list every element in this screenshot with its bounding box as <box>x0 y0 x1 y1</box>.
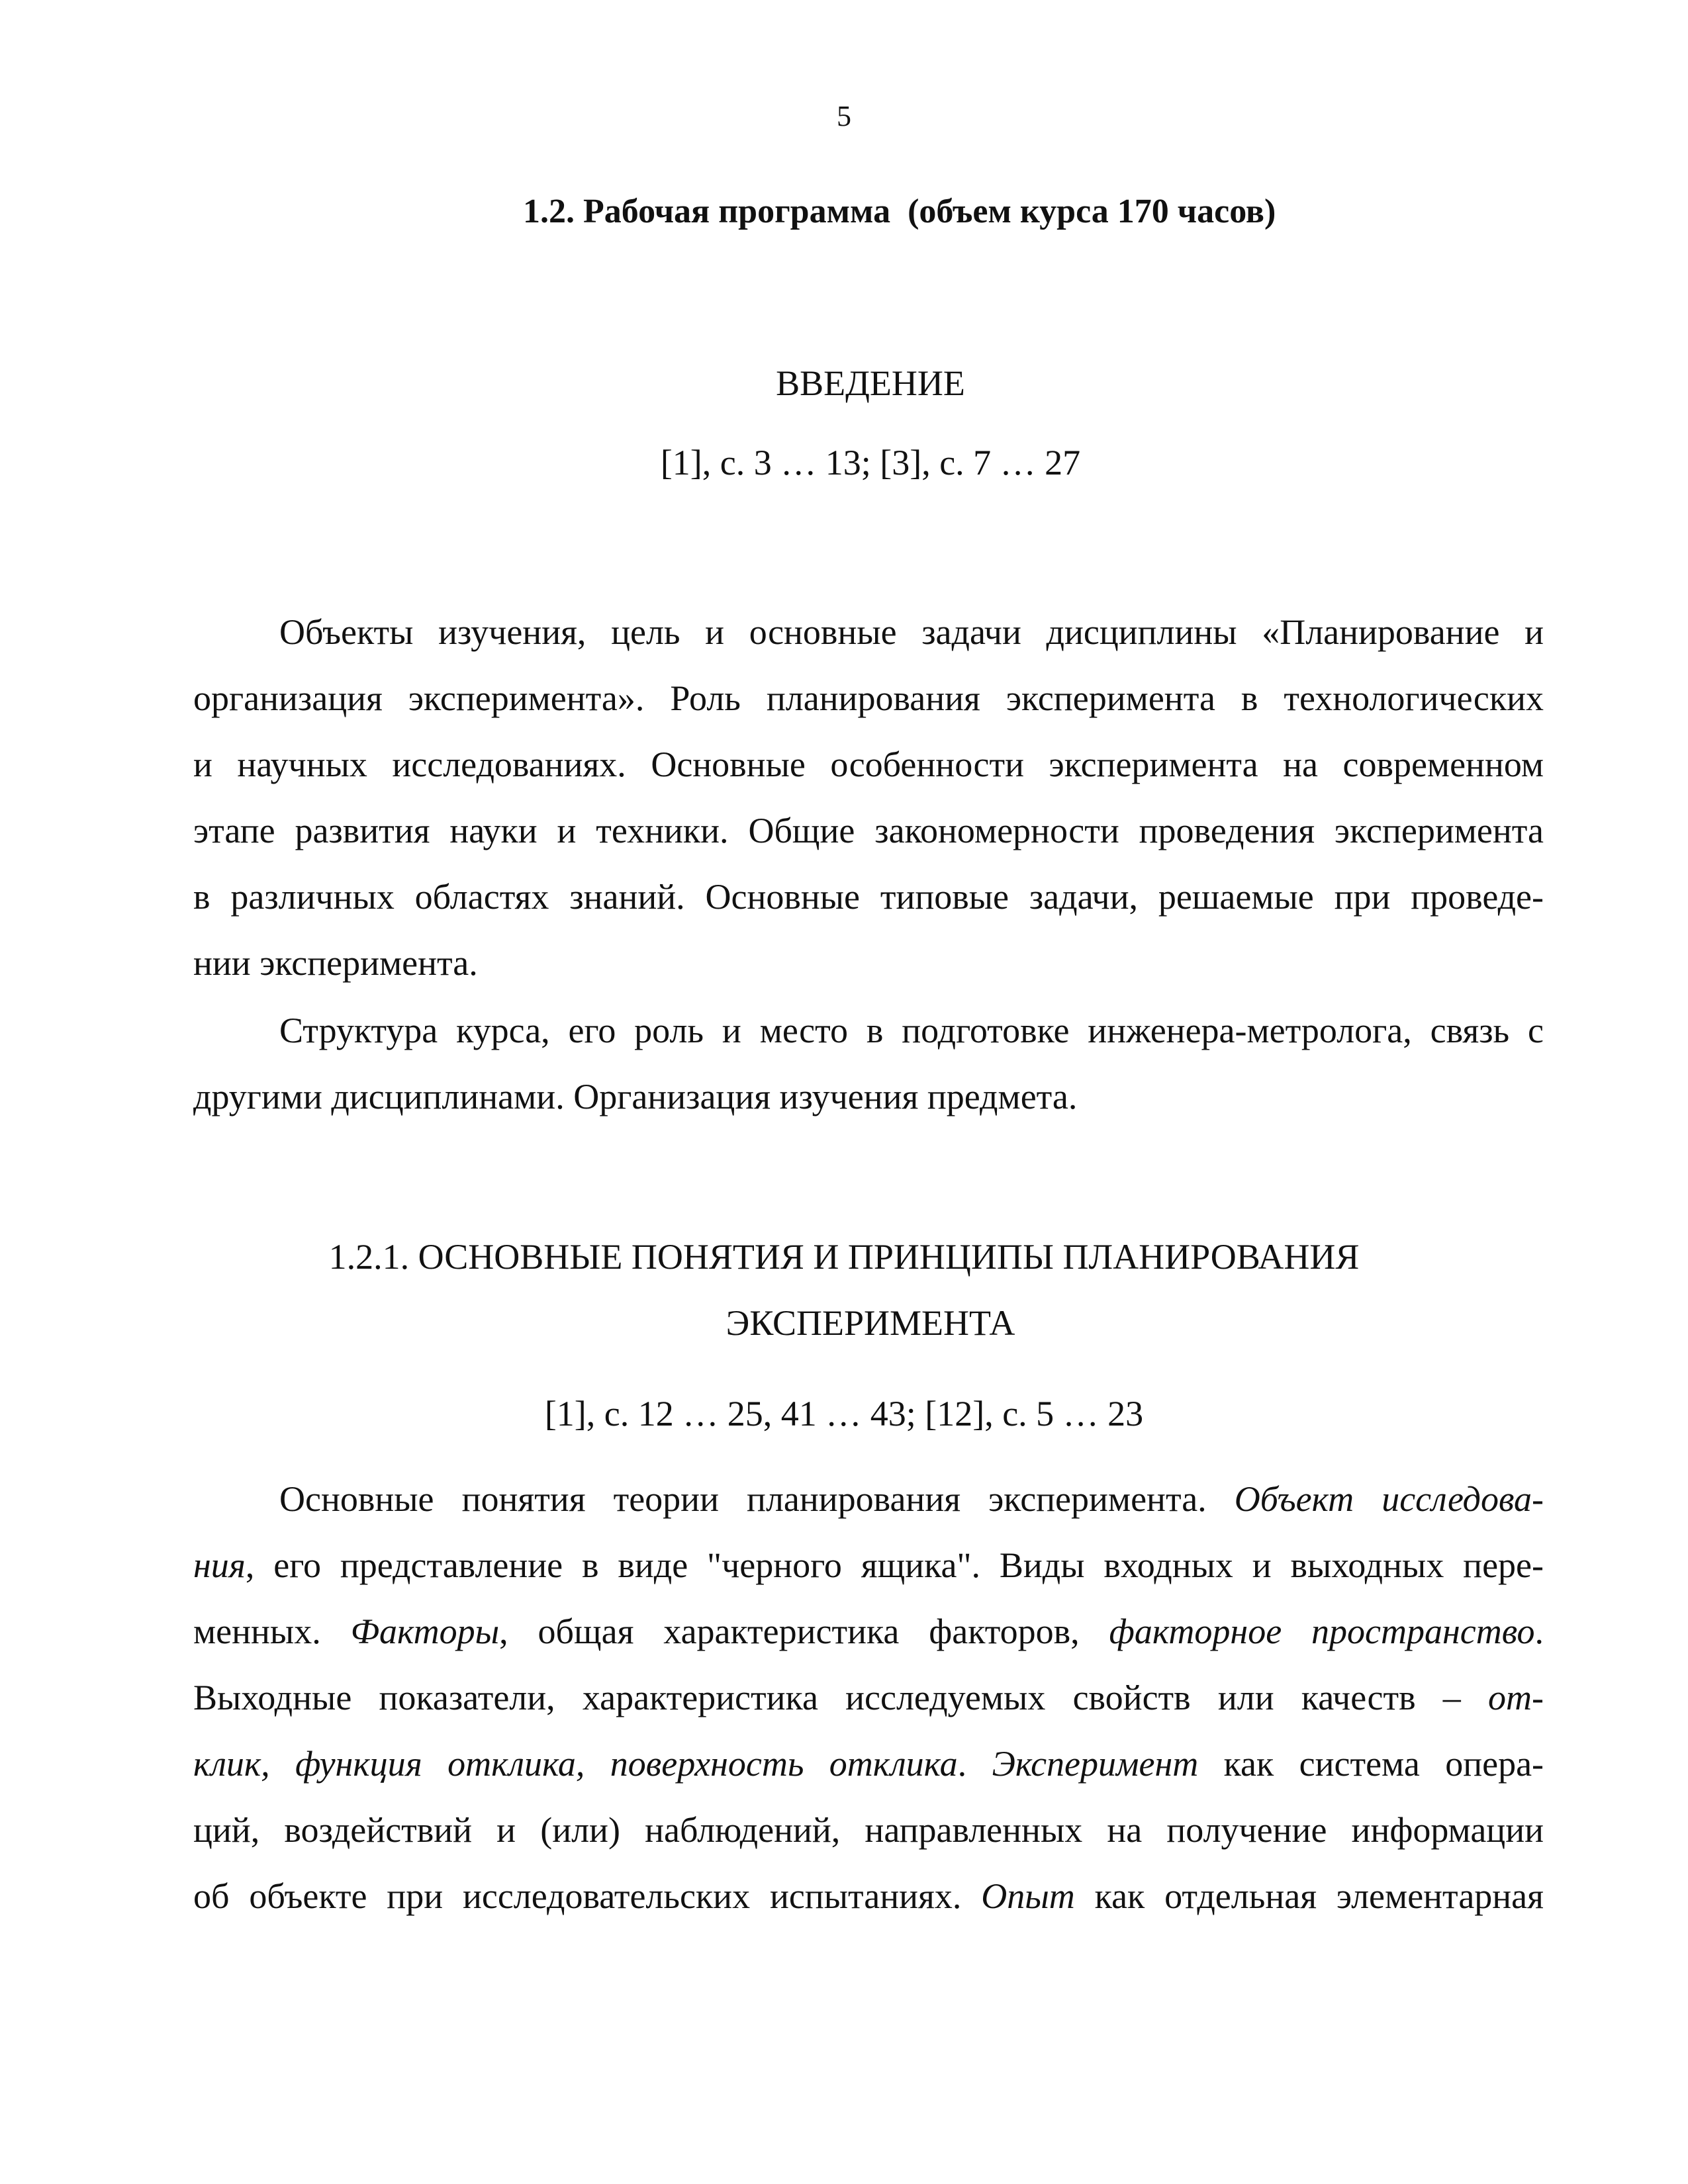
term-object: Объект исследова- <box>1234 1479 1544 1519</box>
text-line: ций, воздействий и (или) наблюдений, направленных на получение информации <box>193 1810 1544 1850</box>
text-line: Объекты изучения, цель и основные задачи дисциплины «Планирование и <box>279 612 1544 652</box>
text-run: менных. <box>193 1612 351 1651</box>
term-experiment: Эксперимент <box>992 1744 1199 1784</box>
text-line: организация эксперимента». Роль планирования эксперимента в технологических <box>193 678 1544 718</box>
intro-references: [1], с. 3 … 13; [3], с. 7 … 27 <box>660 443 1081 482</box>
text-run: . <box>1534 1612 1544 1651</box>
text-run: как система опера- <box>1198 1744 1544 1784</box>
text-run: как отдельная элементарная <box>1074 1876 1544 1916</box>
text-line: в различных областях знаний. Основные типовые задачи, решаемые при проведе- <box>193 877 1544 917</box>
section-references: [1], с. 12 … 25, 41 … 43; [12], с. 5 … 23 <box>544 1394 1144 1433</box>
text-run: Выходные показатели, характеристика исследуемых свойств или качеств – <box>193 1678 1489 1717</box>
term-object-end: ния <box>193 1545 246 1585</box>
text-run: об объекте при исследовательских испытаниях. <box>193 1876 982 1916</box>
text-line: этапе развития науки и техники. Общие закономерности проведения эксперимента <box>193 811 1544 850</box>
intro-heading: ВВЕДЕНИЕ <box>776 363 965 403</box>
text-line <box>193 1532 1544 1598</box>
section-heading-line-1: 1.2.1. ОСНОВНЫЕ ПОНЯТИЯ И ПРИНЦИПЫ ПЛАНИРОВАНИЯ <box>328 1237 1360 1277</box>
term-response-start: от- <box>1488 1678 1544 1717</box>
intro-paragraph-1 <box>193 599 1544 996</box>
text-line: другими дисциплинами. Организация изучения предмета. <box>193 1077 1078 1116</box>
text-line: нии эксперимента. <box>193 943 478 983</box>
text-line: Структура курса, его роль и место в подготовке инженера-метролога, связь с <box>279 1011 1544 1050</box>
section-heading-line-2: ЭКСПЕРИМЕНТА <box>726 1303 1015 1343</box>
text-line <box>193 1466 1544 1532</box>
document-title: 1.2. Рабочая программа (объем курса 170 часов) <box>523 193 1276 230</box>
text-run: , общая характеристика факторов, <box>499 1612 1109 1651</box>
text-run: , его представление в виде "черного ящика". Виды входных и выходных пере- <box>245 1545 1544 1585</box>
page-number: 5 <box>837 100 851 132</box>
term-factors: Факторы <box>350 1612 500 1651</box>
text-line: и научных исследованиях. Основные особенности эксперимента на современном <box>193 745 1544 784</box>
term-trial: Опыт <box>981 1876 1075 1916</box>
term-factor-space: факторное пространство <box>1109 1612 1535 1651</box>
section-paragraph <box>193 1466 1544 1929</box>
text-run: . <box>957 1744 992 1784</box>
text-line <box>193 1664 1544 1731</box>
text-run: Основные понятия теории планирования эксперимента. <box>279 1479 1235 1519</box>
text-line <box>193 1598 1544 1664</box>
term-response: клик, функция отклика, поверхность отклика <box>193 1744 958 1784</box>
text-line <box>193 1863 1544 1929</box>
text-line <box>193 1731 1544 1797</box>
intro-paragraph-2 <box>193 997 1544 1130</box>
